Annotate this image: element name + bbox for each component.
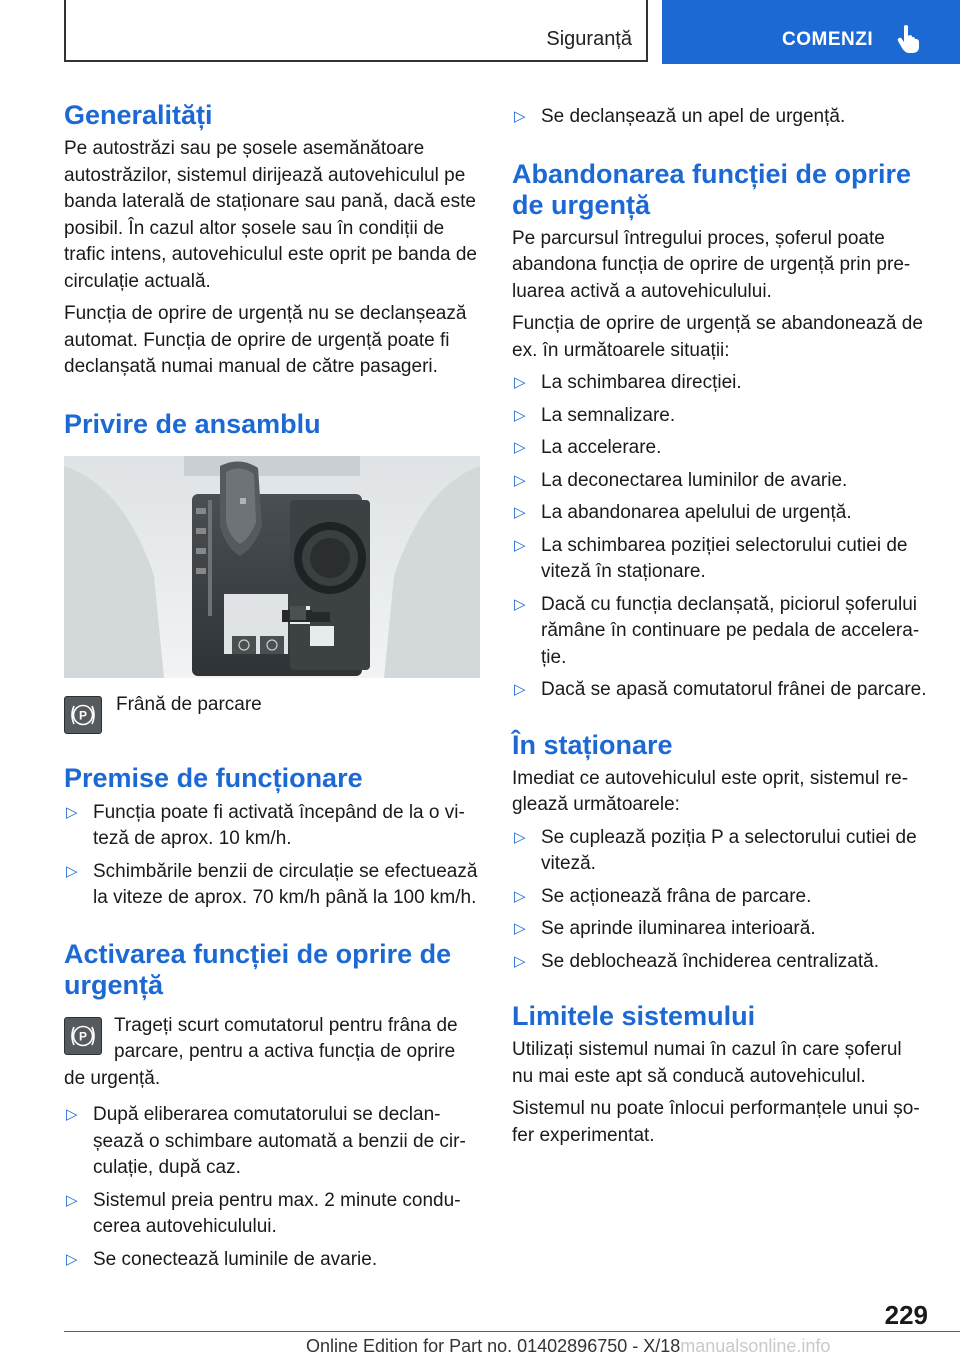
triangle-bullet-icon: ▷ bbox=[514, 108, 526, 125]
image-legend bbox=[64, 692, 480, 734]
footer-edition bbox=[306, 1336, 830, 1357]
hand-pointer-icon bbox=[896, 24, 922, 54]
prerequisites-list bbox=[64, 800, 480, 912]
triangle-bullet-icon: ▷ bbox=[66, 862, 78, 880]
heading-overview: Privire de ansamblu bbox=[64, 408, 321, 439]
abort-paragraph-2: Funcția de oprire de urgență se abandonează de ex. în următoarele situații: bbox=[512, 313, 923, 361]
list-item: ▷ Funcția poate fi activată începând de la o viteză de aprox. 10 km/h. bbox=[66, 801, 465, 849]
top-list bbox=[512, 104, 928, 131]
triangle-bullet-icon: ▷ bbox=[66, 1106, 78, 1123]
list-item: ▷ Se deblochează închiderea centralizată. bbox=[512, 949, 928, 976]
list-item: ▷ Se cuplează poziția P a selectorului cutiei de viteză. bbox=[514, 826, 917, 874]
left-column bbox=[64, 100, 480, 1273]
triangle-bullet-icon: ▷ bbox=[514, 504, 526, 521]
triangle-bullet-icon: ▷ bbox=[514, 406, 526, 424]
limits-paragraph-1: Utilizați sistemul numai în cazul în care șoferul nu mai este apt să conducă autovehiculul. bbox=[512, 1039, 902, 1087]
triangle-bullet-icon: ▷ bbox=[514, 887, 526, 905]
triangle-bullet-icon: ▷ bbox=[514, 828, 526, 846]
triangle-bullet-icon: ▷ bbox=[514, 681, 526, 698]
section-title: Siguranță bbox=[546, 28, 632, 50]
triangle-bullet-icon: ▷ bbox=[514, 374, 526, 391]
activate-list bbox=[64, 1102, 480, 1273]
list-item: ▷ După eliberarea comutatorului se declanșează o schimbare automată a benzii de circulație, după caz. bbox=[66, 1104, 466, 1178]
list-item: ▷ La deconectarea luminilor de avarie. bbox=[512, 468, 928, 495]
chapter-title: COMENZI bbox=[782, 29, 874, 50]
heading-standstill: În staționare bbox=[512, 729, 673, 760]
triangle-bullet-icon: ▷ bbox=[66, 1191, 78, 1209]
triangle-bullet-icon: ▷ bbox=[514, 952, 526, 970]
list-item: ▷ La abandonarea apelului de urgență. bbox=[512, 500, 928, 527]
list-item: ▷ Se declanșează un apel de urgență. bbox=[512, 104, 928, 131]
list-item: ▷ Sistemul preia pentru max. 2 minute conducerea autovehiculului. bbox=[66, 1189, 461, 1237]
list-item: ▷ Schimbările benzii de circulație se efectuează la viteze de aprox. 70 km/h până la 100 km/h. bbox=[66, 860, 478, 908]
header-section-box bbox=[64, 0, 648, 62]
triangle-bullet-icon: ▷ bbox=[514, 595, 526, 613]
svg-text:P: P bbox=[78, 1029, 88, 1043]
parking-brake-icon bbox=[64, 1017, 102, 1055]
triangle-bullet-icon: ▷ bbox=[66, 1250, 78, 1268]
list-item: ▷ Se aprinde iluminarea interioară. bbox=[512, 916, 928, 943]
list-item: ▷ La semnalizare. bbox=[512, 403, 928, 430]
abort-list bbox=[512, 370, 928, 704]
page-number: 229 bbox=[884, 1300, 928, 1330]
footer-divider bbox=[64, 1331, 960, 1332]
standstill-paragraph: Imediat ce autovehiculul este oprit, sistemul reglează următoarele: bbox=[512, 767, 909, 815]
list-item: ▷ Dacă cu funcția declanșată, piciorul șoferului rămâne în continuare pe pedala de accelerație. bbox=[514, 593, 920, 668]
general-paragraph-2: Funcția de oprire de urgență nu se declanșează automat. Funcția de oprire de urgență poate fi declanșată numai manual de către pasageri. bbox=[64, 303, 467, 377]
list-item: ▷ Dacă se apasă comutatorul frânei de parcare. bbox=[512, 677, 928, 704]
list-item: ▷ Se acționează frâna de parcare. bbox=[512, 884, 928, 911]
heading-prerequisites: Premise de funcționare bbox=[64, 762, 363, 793]
activate-intro bbox=[64, 1013, 480, 1093]
limits-paragraph-2: Sistemul nu poate înlocui performanțele unui șofer experimentat. bbox=[512, 1098, 920, 1146]
heading-activate: Activarea funcției de oprire de urgență bbox=[64, 938, 452, 1000]
list-item: ▷ La schimbarea direcției. bbox=[512, 370, 928, 397]
heading-general: Generalități bbox=[64, 100, 213, 130]
standstill-list bbox=[512, 825, 928, 976]
list-item: ▷ La schimbarea poziției selectorului cutiei de viteză în staționare. bbox=[514, 534, 908, 582]
heading-limits: Limitele sistemului bbox=[512, 1001, 756, 1031]
list-item: ▷ Se conectează luminile de avarie. bbox=[64, 1247, 480, 1274]
triangle-bullet-icon: ▷ bbox=[514, 439, 526, 456]
gear-selector-console-image bbox=[64, 456, 480, 678]
legend-text: Frână de parcare bbox=[116, 693, 262, 715]
triangle-bullet-icon: ▷ bbox=[66, 803, 78, 821]
triangle-bullet-icon: ▷ bbox=[514, 471, 526, 489]
triangle-bullet-icon: ▷ bbox=[514, 920, 526, 937]
edition-text: Online Edition for Part no. 01402896750 - X/18 bbox=[306, 1336, 681, 1356]
list-item: ▷ La accelerare. bbox=[512, 435, 928, 462]
watermark-site: manualsonline.info bbox=[680, 1336, 831, 1356]
heading-abort: Abandonarea funcției de oprire de urgență bbox=[512, 158, 912, 220]
general-paragraph-1: Pe autostrăzi sau pe șosele asemănătoare autostrăzilor, sistemul dirijează autovehiculul pe banda laterală de staționare sau pană, dacă este posibil. În cazul altor șosele sau în condiții de trafic intens, autovehiculul este oprit pe banda de circulație actuală. bbox=[64, 138, 477, 292]
activate-intro-text: Trageți scurt comutatorul pentru frâna de parcare, pentru a activa funcția de oprire de urgență. bbox=[64, 1014, 458, 1089]
chapter-tab[interactable] bbox=[662, 0, 960, 64]
abort-paragraph-1: Pe parcursul întregului proces, șoferul poate abandona funcția de oprire de urgență prin preluarea activă a autovehiculului. bbox=[512, 227, 911, 302]
parking-brake-icon bbox=[64, 696, 102, 734]
svg-text:P: P bbox=[78, 708, 88, 722]
right-column bbox=[512, 104, 928, 1149]
triangle-bullet-icon: ▷ bbox=[514, 536, 526, 554]
